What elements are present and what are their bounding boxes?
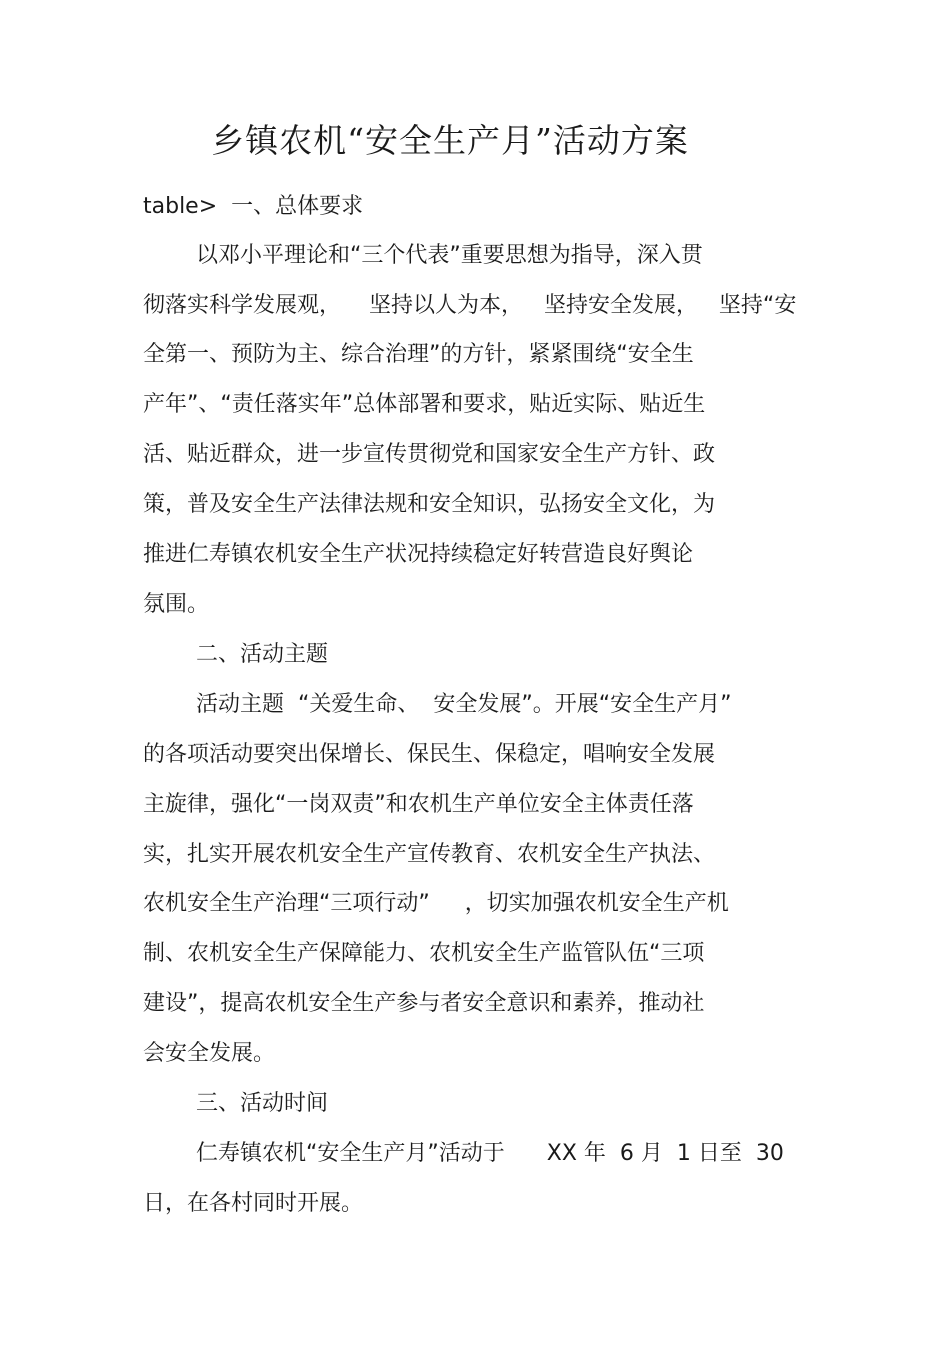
paragraph-line: 彻落实科学发展观， 坚持以人为本， 坚持安全发展， 坚持“安	[143, 293, 797, 318]
paragraph-line: 推进仁寿镇农机安全生产状况持续稳定好转营造良好舆论	[143, 542, 694, 567]
section-heading-3: 三、活动时间	[196, 1091, 329, 1116]
paragraph-line: 农机安全生产治理“三项行动” ，切实加强农机安全生产机	[143, 891, 729, 916]
paragraph-line: 活、贴近群众，进一步宣传贯彻党和国家安全生产方针、政	[143, 442, 716, 467]
paragraph-line: 的各项活动要突出保增长、保民生、保稳定，唱响安全发展	[143, 742, 716, 767]
paragraph-line: 全第一、预防为主、综合治理”的方针，紧紧围绕“安全生	[143, 342, 694, 367]
paragraph-line: 仁寿镇农机“安全生产月”活动于 XX 年 6 月 1 日至 30	[196, 1141, 784, 1166]
document-title: 乡镇农机“安全生产月”活动方案	[211, 121, 689, 160]
paragraph-line: 日，在各村同时开展。	[143, 1191, 364, 1216]
paragraph-line: 实，扎实开展农机安全生产宣传教育、农机安全生产执法、	[143, 842, 716, 867]
paragraph-line: 会安全发展。	[143, 1041, 276, 1066]
section-heading-2: 二、活动主题	[196, 642, 329, 667]
paragraph-line: 产年”、“责任落实年”总体部署和要求，贴近实际、贴近生	[143, 392, 706, 417]
paragraph-line: 主旋律，强化“一岗双责”和农机生产单位安全主体责任落	[143, 792, 694, 817]
section-heading-1: table> 一、总体要求	[143, 194, 364, 219]
paragraph-line: 氛围。	[143, 592, 210, 617]
paragraph-line: 制、农机安全生产保障能力、农机安全生产监管队伍“三项	[143, 941, 705, 966]
paragraph-line: 以邓小平理论和“三个代表”重要思想为指导，深入贯	[196, 243, 703, 268]
paragraph-line: 活动主题 “关爱生命、 安全发展”。开展“安全生产月”	[196, 692, 732, 717]
paragraph-line: 策，普及安全生产法律法规和安全知识，弘扬安全文化，为	[143, 492, 716, 517]
paragraph-line: 建设”，提高农机安全生产参与者安全意识和素养，推动社	[143, 991, 705, 1016]
